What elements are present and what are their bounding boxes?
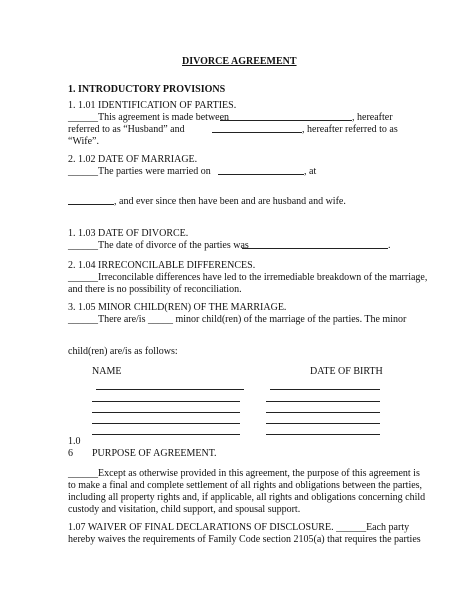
child-name-line[interactable] [92,423,240,424]
s103-line1b: . [388,240,391,251]
s106-number-top: 1.0 [68,436,81,447]
s101-line2a: referred to as “Husband” and [68,124,185,135]
s102-heading: 2. 1.02 DATE OF MARRIAGE. [68,154,198,165]
child-dob-line[interactable] [266,412,380,413]
s101-heading: 1. 1.01 IDENTIFICATION OF PARTIES. [68,100,237,111]
column-header-name: NAME [92,366,122,377]
child-dob-line[interactable] [270,389,380,390]
s107-line2: hereby waives the requirements of Family Code section 2105(a) that requires the parties [68,534,421,545]
s104-line1: ______Irreconcilable differences have led to the irremediable breakdown of the marriage, [68,272,428,283]
s102-blank-date[interactable] [218,174,304,175]
child-dob-line[interactable] [266,423,380,424]
column-header-dob: DATE OF BIRTH [310,366,383,377]
s101-line2b: , hereafter referred to as [302,124,398,135]
s103-blank-date[interactable] [242,248,388,249]
s103-line1a: ______The date of divorce of the parties was [68,240,249,251]
child-name-line[interactable] [92,434,240,435]
child-name-line[interactable] [96,389,244,390]
s101-blank-wife[interactable] [212,132,302,133]
s102-line1a: ______The parties were married on [68,166,211,177]
s101-line1a: ______This agreement is made between [68,112,230,123]
s103-heading: 1. 1.03 DATE OF DIVORCE. [68,228,189,239]
s105-line1: ______There are/is _____ minor child(ren) of the marriage of the parties. The minor [68,314,407,325]
section-heading: 1. INTRODUCTORY PROVISIONS [68,84,226,95]
s105-line2: child(ren) are/is as follows: [68,346,178,357]
s105-heading: 3. 1.05 MINOR CHILD(REN) OF THE MARRIAGE. [68,302,287,313]
s102-line1b: , at [304,166,317,177]
s101-blank-husband[interactable] [220,120,352,121]
s104-line2: and there is no possibility of reconciliation. [68,284,242,295]
s102-blank-place[interactable] [68,204,114,205]
s101-line3: “Wife”. [68,136,99,147]
s106-line: custody and visitation, child support, and spousal support. [68,504,301,515]
child-name-line[interactable] [92,401,240,402]
s107-line1: 1.07 WAIVER OF FINAL DECLARATIONS OF DISCLOSURE. ______Each party [68,522,410,533]
s106-line: including all property rights and, if applicable, all rights and obligations concerning child [68,492,426,503]
s106-heading: PURPOSE OF AGREEMENT. [92,448,217,459]
child-dob-line[interactable] [266,434,380,435]
s106-line: to make a final and complete settlement of all rights and obligations between the parties, [68,480,423,491]
s101-line1b: , hereafter [352,112,393,123]
document-title: DIVORCE AGREEMENT [182,56,297,67]
s102-line2: , and ever since then have been and are husband and wife. [114,196,346,207]
s104-heading: 2. 1.04 IRRECONCILABLE DIFFERENCES. [68,260,256,271]
child-dob-line[interactable] [266,401,380,402]
child-name-line[interactable] [92,412,240,413]
s106-number-bottom: 6 [68,448,73,459]
s106-line: ______Except as otherwise provided in this agreement, the purpose of this agreement is [68,468,420,479]
